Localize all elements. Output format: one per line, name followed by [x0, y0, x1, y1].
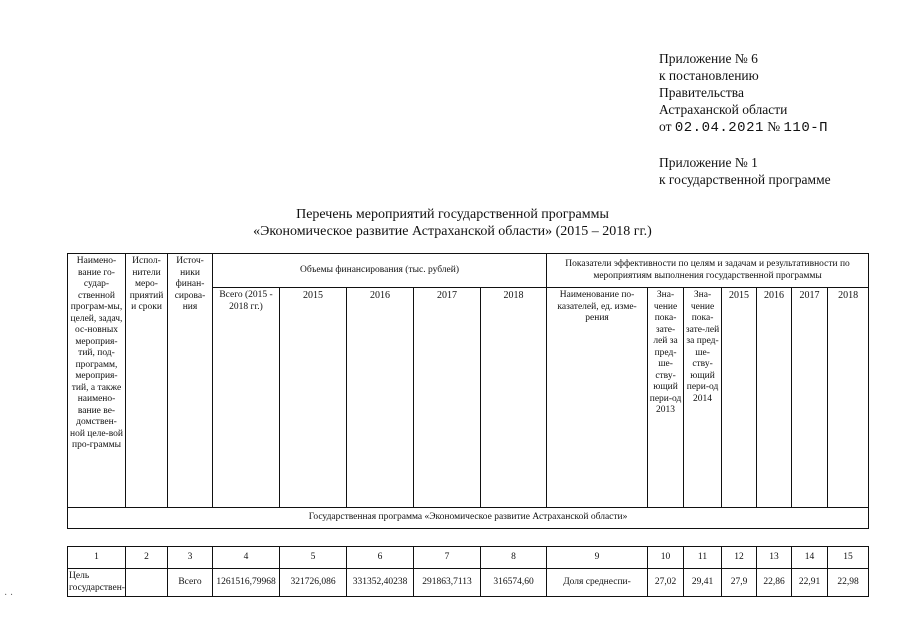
header-total: Всего (2015 - 2018 гг.) [213, 288, 280, 508]
col-number-1: 1 [68, 547, 126, 569]
handwritten-date: 02.04.2021 [674, 120, 764, 136]
header-indicator-2018: 2018 [828, 288, 869, 508]
col-number-7: 7 [414, 547, 481, 569]
cell-value-2013: 27,02 [648, 569, 684, 597]
header-indicators: Показатели эффективности по целям и задачам и результативности по мероприятиям выполнения государственной программы [547, 254, 869, 288]
header-value-2014: Зна-чение пока-зате-лей за пред-ше-ству-ющий пери-од 2014 [684, 288, 722, 508]
cell-goal-name: Цель государствен- [68, 569, 126, 597]
header-indicator-2017: 2017 [792, 288, 828, 508]
cell-2017: 291863,7113 [414, 569, 481, 597]
title-line-1: Перечень мероприятий государственной программы [296, 207, 609, 222]
col-number-2: 2 [126, 547, 168, 569]
annex-6-resolution: к постановлению [659, 68, 759, 83]
header-value-2013: Зна-чение пока-зате-лей за пред-ше-ству-ющий пери-од 2013 [648, 288, 684, 508]
col-number-14: 14 [792, 547, 828, 569]
numbering-row [68, 547, 869, 569]
header-funding-2015: 2015 [280, 288, 347, 508]
col-number-6: 6 [347, 547, 414, 569]
col-number-13: 13 [757, 547, 792, 569]
header-funding-2018: 2018 [481, 288, 547, 508]
annex-6-region: Астраханской области [659, 102, 788, 117]
col-number-4: 4 [213, 547, 280, 569]
date-prefix: от [659, 119, 672, 134]
header-indicator-name: Наименование по-казателей, ед. изме-рения [547, 288, 648, 508]
number-prefix: № [767, 119, 781, 134]
col-number-8: 8 [481, 547, 547, 569]
annex-6-block [659, 50, 828, 137]
cell-2018: 316574,60 [481, 569, 547, 597]
col-number-10: 10 [648, 547, 684, 569]
margin-mark: · · [4, 590, 14, 601]
header-program-name: Наимено-вание го-судар-ственной програм-мы, целей, задач, ос-новных мероприя-тий, под-программ, мероприя-тий, а также наимено-вание ве-домствен-ной целе-вой про-граммы [68, 254, 126, 508]
col-number-12: 12 [722, 547, 757, 569]
annex-1-block [659, 154, 831, 188]
handwritten-number: 110-П [783, 120, 829, 136]
measures-header-table [67, 253, 869, 529]
header-funding-2017: 2017 [414, 288, 481, 508]
col-number-15: 15 [828, 547, 869, 569]
header-funding-volumes: Объемы финансирования (тыс. рублей) [213, 254, 547, 288]
header-funding-2016: 2016 [347, 288, 414, 508]
annex-6-government: Правительства [659, 85, 744, 100]
cell-indicator-2015: 27,9 [722, 569, 757, 597]
annex-6-date-line [659, 118, 828, 137]
annex-1-program: к государственной программе [659, 172, 831, 187]
measures-body-table [67, 546, 869, 597]
table-row [68, 569, 869, 597]
header-indicator-2016: 2016 [757, 288, 792, 508]
cell-2015: 321726,086 [280, 569, 347, 597]
cell-indicator-2018: 22,98 [828, 569, 869, 597]
cell-indicator-2016: 22,86 [757, 569, 792, 597]
header-funding-sources: Источ-ники финан-сирова-ния [168, 254, 213, 508]
col-number-9: 9 [547, 547, 648, 569]
program-row: Государственная программа «Экономическое развитие Астраханской области» [68, 508, 869, 529]
header-indicator-2015: 2015 [722, 288, 757, 508]
cell-executors [126, 569, 168, 597]
col-number-11: 11 [684, 547, 722, 569]
cell-total: 1261516,79968 [213, 569, 280, 597]
annex-1-title: Приложение № 1 [659, 155, 758, 170]
document-title [0, 206, 905, 240]
cell-value-2014: 29,41 [684, 569, 722, 597]
header-executors: Испол-нители меро-приятий и сроки [126, 254, 168, 508]
cell-indicator-2017: 22,91 [792, 569, 828, 597]
col-number-5: 5 [280, 547, 347, 569]
annex-6-title: Приложение № 6 [659, 51, 758, 66]
cell-indicator-name: Доля среднеспи- [547, 569, 648, 597]
cell-source: Всего [168, 569, 213, 597]
title-line-2: «Экономическое развитие Астраханской области» (2015 – 2018 гг.) [253, 224, 652, 239]
cell-2016: 331352,40238 [347, 569, 414, 597]
col-number-3: 3 [168, 547, 213, 569]
